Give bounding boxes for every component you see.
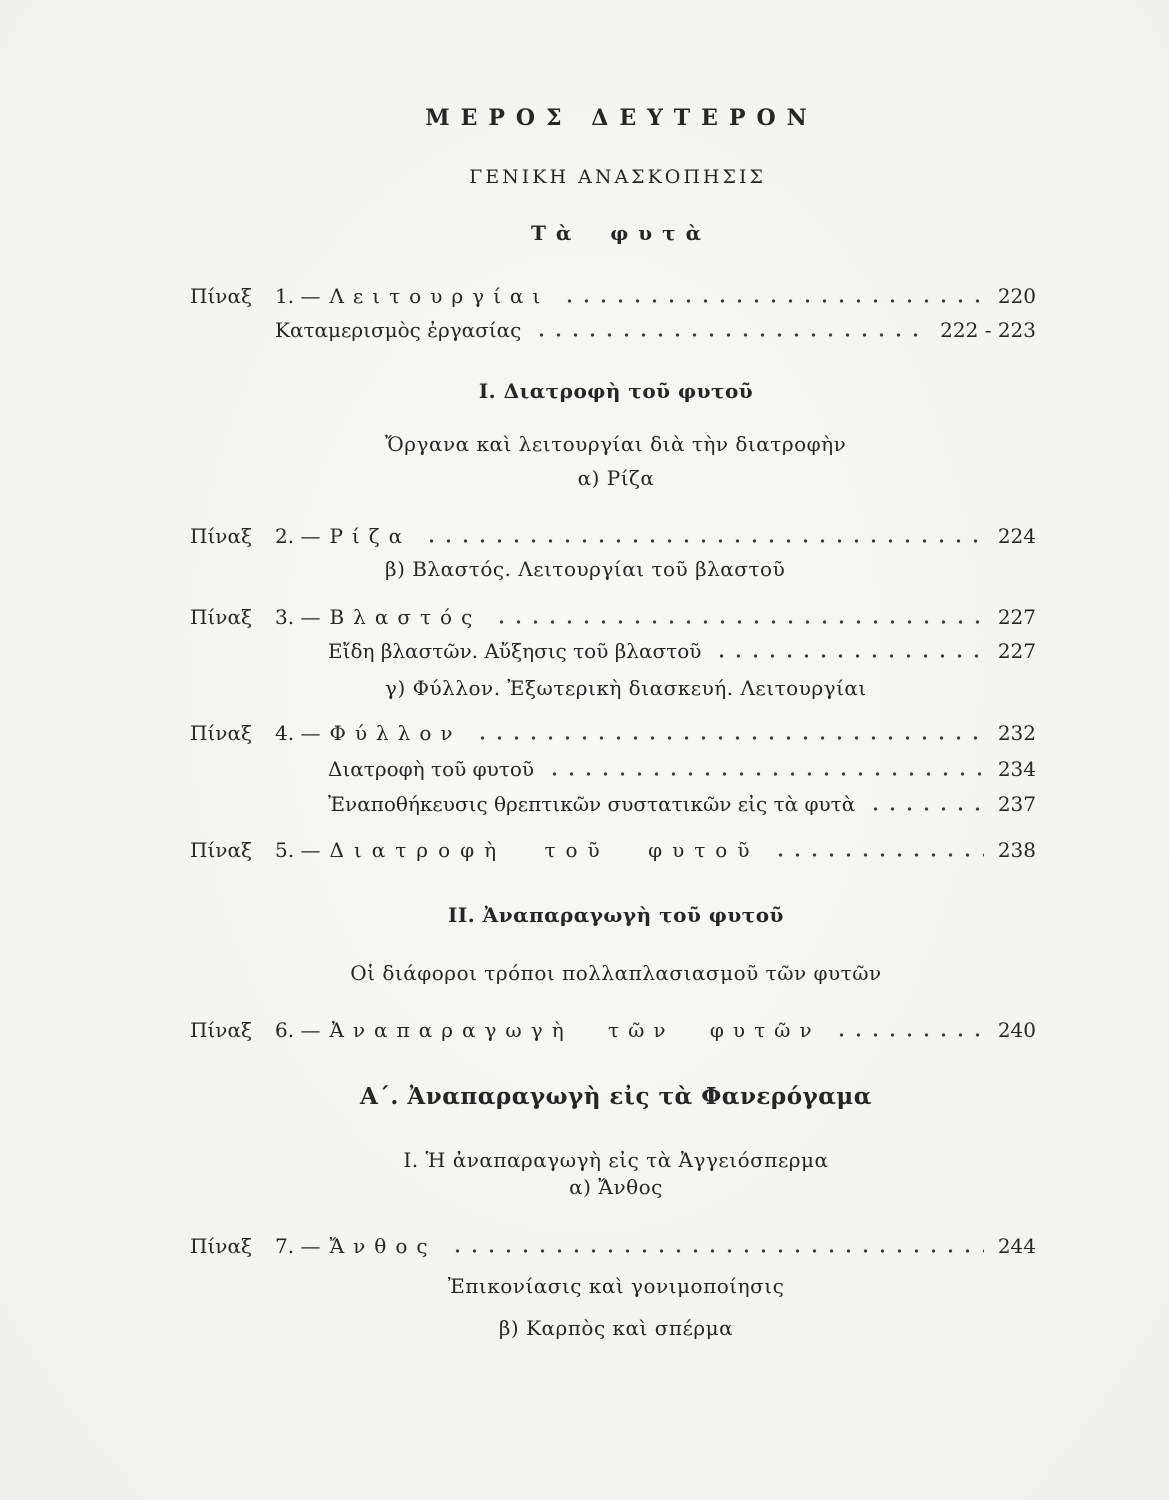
page-number: 220 xyxy=(997,284,1036,308)
entry-text: Καταμερισμὸς ἐργασίας xyxy=(275,318,522,342)
page-number: 237 xyxy=(997,792,1036,816)
dot-leader xyxy=(833,1016,984,1044)
toc-plate-7 xyxy=(190,1232,1036,1260)
dot-leader xyxy=(561,282,984,310)
plate-title: Λειτουργίαι xyxy=(329,284,550,308)
plate-number: 2. — xyxy=(275,524,321,548)
pollination-heading: Ἐπικονίασις καὶ γονιμοποίησις xyxy=(447,1274,785,1298)
toc-nutrient-storage xyxy=(328,790,1036,818)
plate-number: 1. — xyxy=(275,284,321,308)
fruit-seed-heading: β) Καρπὸς καὶ σπέρμα xyxy=(498,1316,734,1340)
dot-leader xyxy=(423,522,984,550)
section-heading-reproduction: ΙΙ. Ἀναπαραγωγὴ τοῦ φυτοῦ xyxy=(448,903,784,927)
plate-number: 5. — xyxy=(275,838,321,862)
plate-label: Πίναξ xyxy=(190,524,252,548)
toc-plate-5 xyxy=(190,836,1036,864)
toc-plate-4 xyxy=(190,719,1036,747)
plate-number: 6. — xyxy=(275,1018,321,1042)
page-number: 238 xyxy=(997,838,1036,862)
dot-leader xyxy=(493,603,984,631)
plate-label: Πίναξ xyxy=(190,284,252,308)
page-number: 222 - 223 xyxy=(940,318,1036,342)
entry-text: Διατροφὴ τοῦ φυτοῦ xyxy=(328,757,535,781)
plate-label: Πίναξ xyxy=(190,1234,252,1258)
page-number: 244 xyxy=(997,1234,1036,1258)
page-number: 232 xyxy=(997,721,1036,745)
dot-leader xyxy=(772,836,984,864)
plate-title: Φύλλον xyxy=(329,721,462,745)
toc-division-of-labor xyxy=(275,316,1036,344)
dot-leader xyxy=(449,1232,984,1260)
toc-plate-6 xyxy=(190,1016,1036,1044)
overview-title: ΓΕΝΙΚΗ ΑΝΑΣΚΟΠΗΣΙΣ xyxy=(469,166,766,188)
plate-label: Πίναξ xyxy=(190,605,252,629)
propagation-methods-heading: Οἱ διάφοροι τρόποι πολλαπλασιασμοῦ τῶν φυτῶν xyxy=(350,961,882,985)
root-heading: α) Ρίζα xyxy=(577,466,655,490)
part-title: ΜΕΡΟΣ ΔΕΥΤΕΡΟΝ xyxy=(425,105,818,131)
plants-title: Τὰ φυτὰ xyxy=(530,221,712,245)
plate-title: Ρίζα xyxy=(329,524,412,548)
section-heading-nutrition: Ι. Διατροφὴ τοῦ φυτοῦ xyxy=(478,379,754,403)
plate-title: Βλαστός xyxy=(329,605,482,629)
organs-heading: Ὄργανα καὶ λειτουργίαι διὰ τὴν διατροφὴν xyxy=(385,432,847,456)
dot-leader xyxy=(867,790,984,818)
page-number: 227 xyxy=(997,639,1036,663)
plate-title: Ἄνθος xyxy=(329,1234,437,1258)
page-number: 240 xyxy=(997,1018,1036,1042)
plate-number: 3. — xyxy=(275,605,321,629)
toc-plate-1 xyxy=(190,282,1036,310)
page-number: 227 xyxy=(997,605,1036,629)
plate-title: Διατροφὴ τοῦ φυτοῦ xyxy=(329,838,760,862)
plate-label: Πίναξ xyxy=(190,1018,252,1042)
phanerogams-heading: Α΄. Ἀναπαραγωγὴ εἰς τὰ Φανερόγαμα xyxy=(360,1083,872,1110)
entry-text: Ἐναποθήκευσις θρεπτικῶν συστατικῶν εἰς τὰ φυτὰ xyxy=(328,792,856,816)
dot-leader xyxy=(533,316,926,344)
page-number: 234 xyxy=(997,757,1036,781)
plate-number: 4. — xyxy=(275,721,321,745)
entry-text: Εἴδη βλαστῶν. Αὔξησις τοῦ βλαστοῦ xyxy=(328,639,702,663)
dot-leader xyxy=(546,755,984,783)
plate-number: 7. — xyxy=(275,1234,321,1258)
toc-stem-types xyxy=(328,637,1036,665)
plate-label: Πίναξ xyxy=(190,721,252,745)
toc-plant-nutrition xyxy=(328,755,1036,783)
dot-leader xyxy=(474,719,984,747)
toc-plate-3 xyxy=(190,603,1036,631)
dot-leader xyxy=(713,637,983,665)
leaf-heading: γ) Φύλλον. Ἐξωτερικὴ διασκευή. Λειτουργίαι xyxy=(385,676,867,700)
angiosperms-heading: Ι. Ἡ ἀναπαραγωγὴ εἰς τὰ Ἀγγειόσπερμα xyxy=(403,1148,829,1172)
page-number: 224 xyxy=(997,524,1036,548)
toc-plate-2 xyxy=(190,522,1036,550)
plate-title: Ἀναπαραγωγὴ τῶν φυτῶν xyxy=(329,1018,821,1042)
plate-label: Πίναξ xyxy=(190,838,252,862)
stem-heading: β) Βλαστός. Λειτουργίαι τοῦ βλαστοῦ xyxy=(385,557,786,581)
flower-heading: α) Ἄνθος xyxy=(569,1175,663,1199)
